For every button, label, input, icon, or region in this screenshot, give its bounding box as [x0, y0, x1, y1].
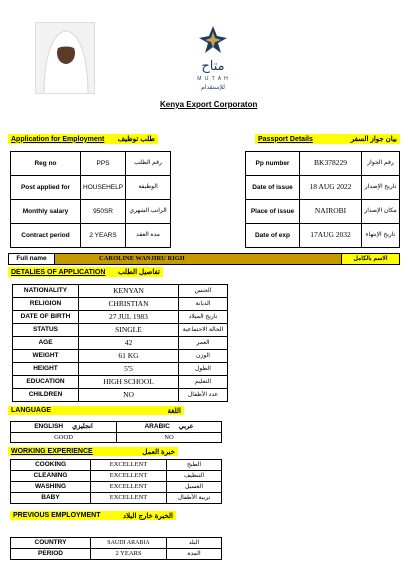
- details-label: CHILDREN: [13, 389, 79, 402]
- fullname-label: Full name: [9, 254, 55, 265]
- experience-row: [11, 471, 222, 482]
- language-header: [8, 406, 184, 415]
- details-ar: الوزن: [179, 350, 228, 363]
- language-english-ar: انجليزي: [72, 423, 93, 431]
- application-value: 950SR: [81, 200, 126, 224]
- passport-ar: تاريخ الإصدار: [362, 176, 400, 200]
- previous-table: [10, 537, 222, 560]
- language-arabic-value: NO: [117, 433, 222, 443]
- passport-header-ar: بيان جواز السفر: [350, 136, 397, 143]
- details-label: EDUCATION: [13, 376, 79, 389]
- previous-header-ar: الخبرة خارج البلاد: [123, 512, 173, 520]
- details-value: SINGLE: [79, 324, 179, 337]
- experience-label: COOKING: [11, 460, 91, 471]
- language-header-ar: اللغة: [167, 407, 181, 415]
- experience-ar: تربية الأطفال: [167, 493, 222, 504]
- details-label: AGE: [13, 337, 79, 350]
- details-label: WEIGHT: [13, 350, 79, 363]
- experience-header: [8, 447, 178, 456]
- experience-row: [11, 460, 222, 471]
- passport-header: [255, 134, 400, 144]
- application-row: [11, 152, 171, 176]
- details-label: NATIONALITY: [13, 285, 79, 298]
- details-value: 5'5: [79, 363, 179, 376]
- experience-row: [11, 493, 222, 504]
- application-ar: الراتب الشهري: [126, 200, 171, 224]
- details-ar: الطول: [179, 363, 228, 376]
- applicant-photo: [35, 22, 95, 94]
- details-row: [13, 363, 228, 376]
- passport-label: Date of issue: [246, 176, 300, 200]
- passport-value: NAIROBI: [300, 200, 362, 224]
- experience-value: EXCELLENT: [91, 482, 167, 493]
- logo-arabic-sub: للإستقدام: [201, 84, 225, 91]
- details-ar: الديانة: [179, 298, 228, 311]
- details-value: KENYAN: [79, 285, 179, 298]
- details-row: [13, 337, 228, 350]
- passport-value: 18 AUG 2022: [300, 176, 362, 200]
- previous-row: [11, 549, 222, 560]
- application-label: Contract period: [11, 224, 81, 248]
- previous-label: PERIOD: [11, 549, 91, 560]
- details-value: CHRISTIAN: [79, 298, 179, 311]
- passport-ar: مكان الإصدار: [362, 200, 400, 224]
- passport-value: 17AUG 2032: [300, 224, 362, 248]
- passport-label: Pp number: [246, 152, 300, 176]
- details-header: [8, 267, 163, 277]
- details-value: 61 KG: [79, 350, 179, 363]
- fullname-table: [8, 253, 400, 265]
- experience-value: EXCELLENT: [91, 471, 167, 482]
- details-ar: الحالة الاجتماعية: [179, 324, 228, 337]
- language-header-en: LANGUAGE: [11, 407, 52, 414]
- passport-header-en: Passport Details: [258, 135, 313, 143]
- details-row: [13, 311, 228, 324]
- company-name: Kenya Export Corporaton: [160, 100, 258, 109]
- application-header: [8, 134, 158, 144]
- passport-label: Place of issue: [246, 200, 300, 224]
- language-arabic-ar: عربي: [178, 423, 194, 431]
- language-table: [10, 421, 222, 443]
- experience-table: [10, 459, 222, 504]
- application-ar: مدة العقد: [126, 224, 171, 248]
- previous-row: [11, 538, 222, 549]
- details-label: HEIGHT: [13, 363, 79, 376]
- language-arabic: [117, 422, 222, 433]
- details-row: [13, 376, 228, 389]
- mutah-logo: [178, 22, 248, 94]
- details-label: DATE OF BIRTH: [13, 311, 79, 324]
- application-label: Post applied for: [11, 176, 81, 200]
- application-ar: رقم الطلب: [126, 152, 171, 176]
- details-row: [13, 350, 228, 363]
- details-value: 27 JUL 1983: [79, 311, 179, 324]
- details-value: 42: [79, 337, 179, 350]
- previous-ar: المدة: [167, 549, 222, 560]
- passport-ar: تاريخ الإنتهاء: [362, 224, 400, 248]
- passport-row: [246, 176, 400, 200]
- details-header-ar: تفاصيل الطلب: [118, 269, 160, 276]
- experience-ar: الطبخ: [167, 460, 222, 471]
- application-row: [11, 176, 171, 200]
- experience-header-ar: خبرة العمل: [142, 448, 175, 456]
- previous-value: SAUDI ARABIA: [91, 538, 167, 549]
- language-english-label: ENGLISH: [34, 423, 64, 431]
- passport-value: BK378229: [300, 152, 362, 176]
- logo-latin-name: M U T A H: [197, 76, 229, 82]
- experience-label: WASHING: [11, 482, 91, 493]
- details-ar: تاريخ الميلاد: [179, 311, 228, 324]
- passport-row: [246, 152, 400, 176]
- details-value: NO: [79, 389, 179, 402]
- details-row: [13, 389, 228, 402]
- language-english-value: GOOD: [11, 433, 117, 443]
- language-english: [11, 422, 117, 433]
- application-table: [10, 151, 171, 248]
- application-row: [11, 200, 171, 224]
- application-row: [11, 224, 171, 248]
- experience-ar: التنظيف: [167, 471, 222, 482]
- passport-row: [246, 224, 400, 248]
- details-table: [12, 284, 228, 402]
- fullname-value: CAROLINE WANJIRU RIGII: [55, 254, 342, 265]
- application-ar: الوظيفة: [126, 176, 171, 200]
- details-value: HIGH SCHOOL: [79, 376, 179, 389]
- details-ar: عدد الأطفال: [179, 389, 228, 402]
- experience-header-en: WORKING EXPERIENCE: [11, 448, 93, 455]
- details-row: [13, 324, 228, 337]
- previous-value: 2 YEARS: [91, 549, 167, 560]
- application-header-ar: طلب توظيف: [117, 136, 155, 143]
- experience-value: EXCELLENT: [91, 493, 167, 504]
- passport-row: [246, 200, 400, 224]
- experience-label: BABY: [11, 493, 91, 504]
- application-header-en: Application for Employment: [11, 135, 105, 143]
- details-label: STATUS: [13, 324, 79, 337]
- application-value: 2 YEARS: [81, 224, 126, 248]
- passport-ar: رقم الجواز: [362, 152, 400, 176]
- logo-arabic-name: متاح: [201, 59, 225, 74]
- experience-value: EXCELLENT: [91, 460, 167, 471]
- language-arabic-label: ARABIC: [144, 423, 170, 431]
- passport-label: Date of exp: [246, 224, 300, 248]
- application-label: Reg no: [11, 152, 81, 176]
- details-label: RELIGION: [13, 298, 79, 311]
- details-ar: التعليم: [179, 376, 228, 389]
- fullname-ar: الاسم بالكامل: [342, 254, 400, 265]
- experience-label: CLEANING: [11, 471, 91, 482]
- details-ar: الجنس: [179, 285, 228, 298]
- passport-table: [245, 151, 400, 248]
- previous-ar: البلد: [167, 538, 222, 549]
- application-value: PPS: [81, 152, 126, 176]
- previous-header-en: PREVIOUS EMPLOYMENT: [13, 512, 101, 519]
- experience-ar: الغسيل: [167, 482, 222, 493]
- experience-row: [11, 482, 222, 493]
- details-ar: العمر: [179, 337, 228, 350]
- application-label: Monthly salary: [11, 200, 81, 224]
- previous-header: [10, 511, 176, 520]
- details-row: [13, 285, 228, 298]
- application-value: HOUSEHELP: [81, 176, 126, 200]
- details-header-en: DETALIES OF APPLICATION: [11, 268, 106, 276]
- previous-label: COUNTRY: [11, 538, 91, 549]
- details-row: [13, 298, 228, 311]
